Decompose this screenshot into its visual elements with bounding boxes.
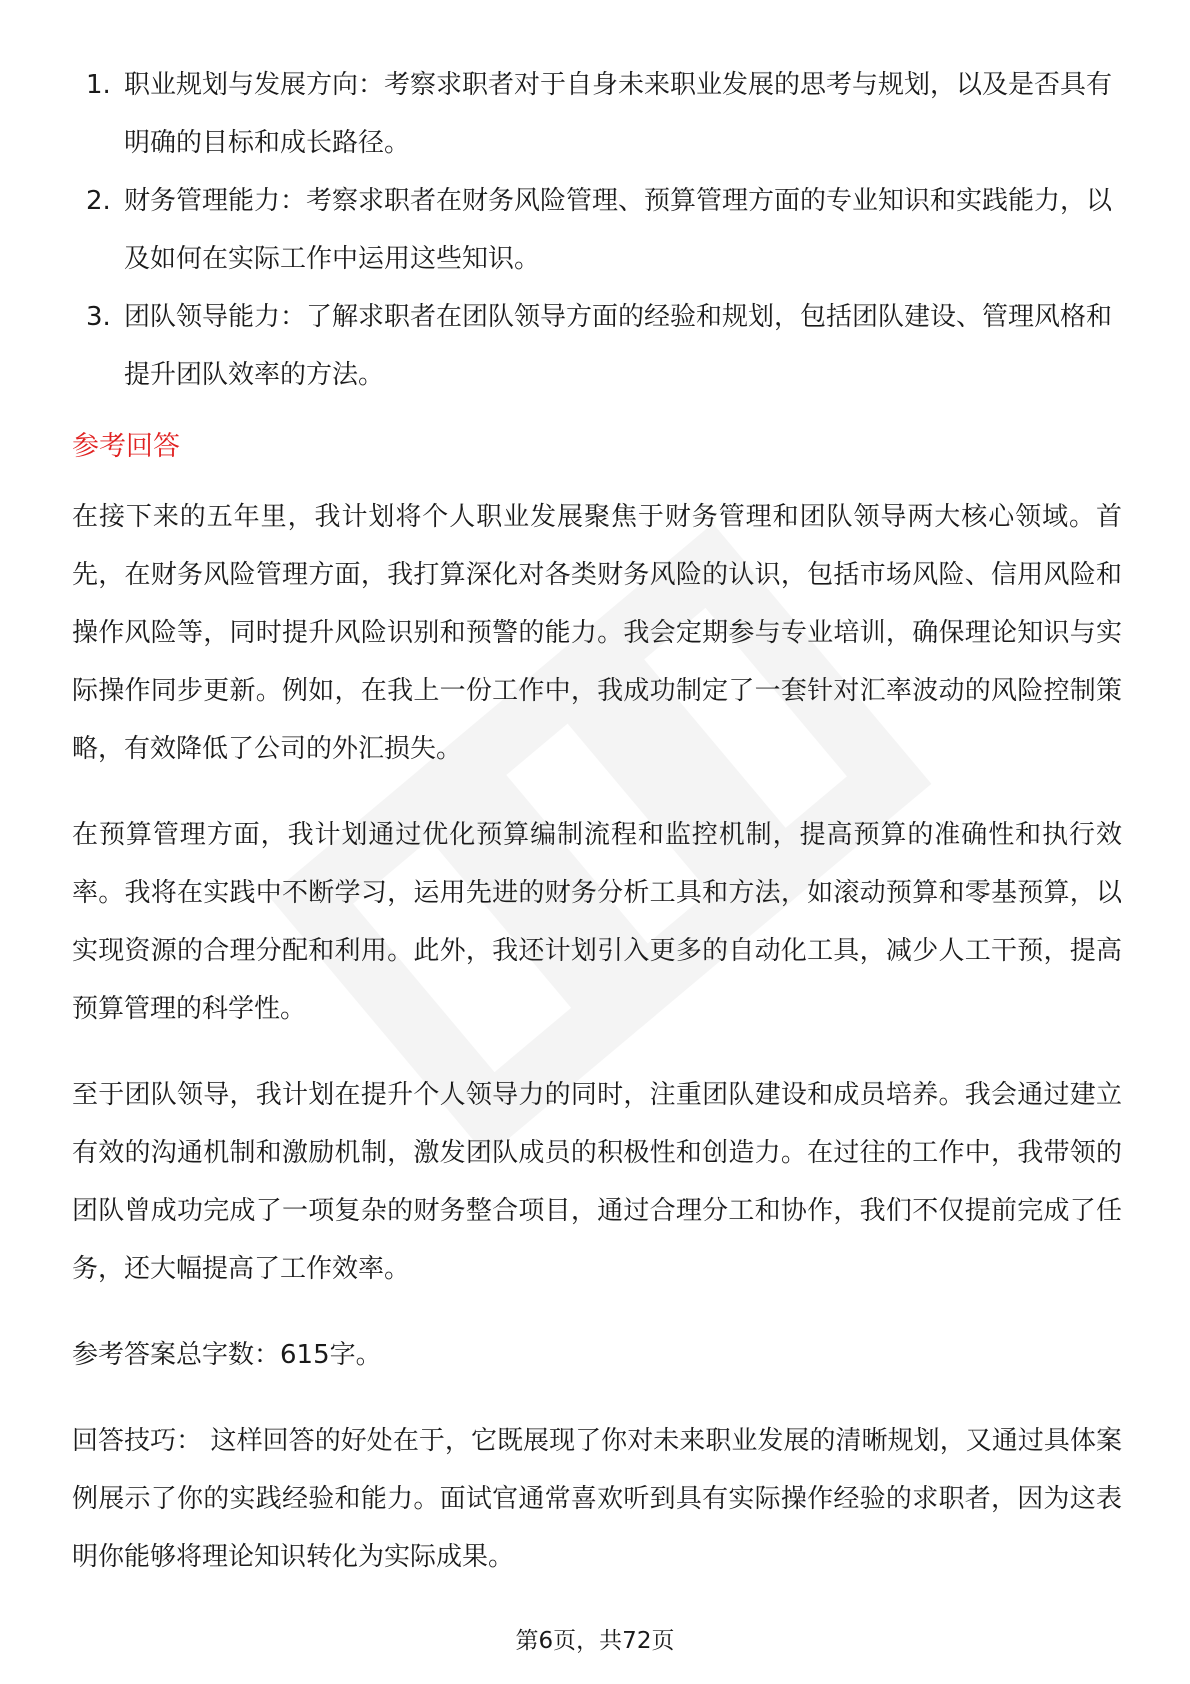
answer-paragraph: 在接下来的五年里，我计划将个人职业发展聚焦于财务管理和团队领导两大核心领域。首先，在财务风险管理方面，我打算深化对各类财务风险的认识，包括市场风险、信用风险和操作风险等，同时提升风险识别和预警的能力。我会定期参与专业培训，确保理论知识与实际操作同步更新。例如，在我上一份工作中，我成功制定了一套针对汇率波动的风险控制策略，有效降低了公司的外汇损失。 xyxy=(72,502,1122,764)
main-content xyxy=(72,56,1122,1614)
list-text: 职业规划与发展方向：考察求职者对于自身未来职业发展的思考与规划，以及是否具有明确的目标和成长路径。 xyxy=(124,70,1113,158)
criteria-list xyxy=(72,56,1122,404)
list-number: 1. xyxy=(86,70,111,100)
list-number: 3. xyxy=(86,302,111,332)
list-text: 财务管理能力：考察求职者在财务风险管理、预算管理方面的专业知识和实践能力，以及如何在实际工作中运用这些知识。 xyxy=(124,186,1113,274)
answer-paragraph: 在预算管理方面，我计划通过优化预算编制流程和监控机制，提高预算的准确性和执行效率。我将在实践中不断学习，运用先进的财务分析工具和方法，如滚动预算和零基预算，以实现资源的合理分配和利用。此外，我还计划引入更多的自动化工具，减少人工干预，提高预算管理的科学性。 xyxy=(72,820,1122,1024)
word-count: 参考答案总字数：615字。 xyxy=(72,1340,382,1370)
list-number: 2. xyxy=(86,186,111,216)
answer-paragraph: 至于团队领导，我计划在提升个人领导力的同时，注重团队建设和成员培养。我会通过建立有效的沟通机制和激励机制，激发团队成员的积极性和创造力。在过往的工作中，我带领的团队曾成功完成了一项复杂的财务整合项目，通过合理分工和协作，我们不仅提前完成了任务，还大幅提高了工作效率。 xyxy=(72,1080,1122,1284)
page-number: 第6页，共72页 xyxy=(515,1628,675,1654)
answer-tip: 回答技巧： 这样回答的好处在于，它既展现了你对未来职业发展的清晰规划，又通过具体案例展示了你的实践经验和能力。面试官通常喜欢听到具有实际操作经验的求职者，因为这表明你能够将理论知识转化为实际成果。 xyxy=(72,1426,1122,1572)
list-item xyxy=(72,172,1122,288)
section-heading: 参考回答 xyxy=(72,431,180,462)
list-item xyxy=(72,288,1122,404)
list-item xyxy=(72,56,1122,172)
list-text: 团队领导能力：了解求职者在团队领导方面的经验和规划，包括团队建设、管理风格和提升团队效率的方法。 xyxy=(124,302,1113,390)
